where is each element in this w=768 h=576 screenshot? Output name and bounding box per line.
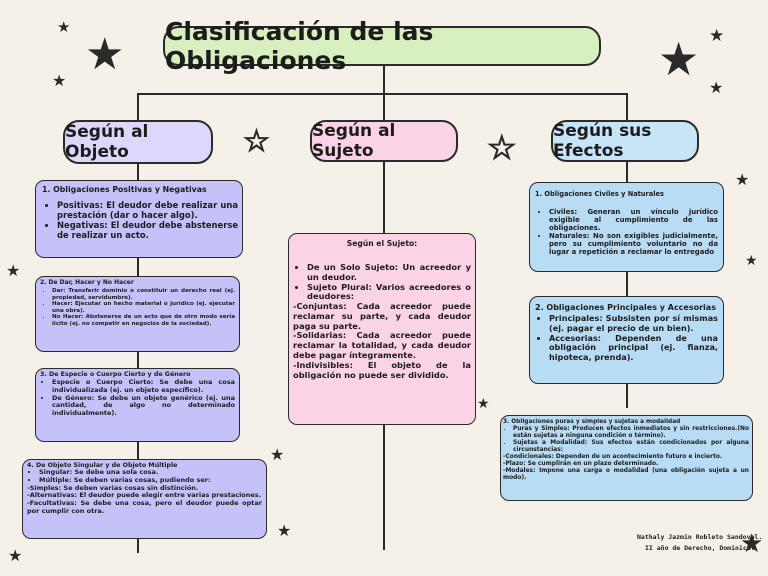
text-line: -Indivisibles: El objeto de la obligación no puede ser dividido. bbox=[293, 359, 471, 380]
objeto-box-especie-genero bbox=[35, 368, 240, 442]
efectos-box-civiles-naturales bbox=[529, 182, 724, 272]
list-item: • Dar: Transferir dominio o constituir un derecho real (ej. propiedad, servidumbre). bbox=[52, 288, 235, 301]
list-item: • De un Solo Sujeto: Un acreedor y un deudor. bbox=[307, 263, 471, 283]
list-item: • Naturales: No son exigibles judicialmente, pero su cumplimiento voluntario no da lugar a repetición a reclamar lo entregado bbox=[549, 232, 718, 256]
star-icon: ★ bbox=[6, 261, 21, 280]
star-icon: ★ bbox=[8, 546, 23, 565]
box-title: 1. Obligaciones Positivas y Negativas bbox=[42, 185, 207, 194]
list-item: • Sujetas a Modalidad: Sus efectos están condicionados por alguna circunstancias: bbox=[513, 440, 749, 454]
efectos-box-puras-modalidad bbox=[500, 415, 753, 501]
list-item: • Civiles: Generan un vínculo jurídico exigible al cumplimiento de las obligaciones. bbox=[549, 208, 718, 232]
connector-efectos-drop bbox=[626, 93, 628, 121]
objeto-box-dar-hacer bbox=[35, 276, 240, 352]
star-icon: ★ bbox=[270, 445, 285, 464]
list-item: • Especie o Cuerpo Cierto: Se debe una cosa individualizada (ej. un objeto específico). bbox=[52, 379, 235, 394]
text-line: -Plazo: Se cumplirán en un plazo determinado. bbox=[503, 460, 659, 467]
list-item: • Puras y Simples: Producen efectos inmediatos y sin restricciones.(No están sujetas a ninguna condición o término). bbox=[513, 426, 749, 440]
star-outline-icon: ☆ bbox=[243, 124, 270, 159]
text-line: -Solidarias: Cada acreedor puede reclamar la totalidad, y cada deudor debe pagar íntegramente. bbox=[293, 330, 471, 360]
connector-horizontal bbox=[137, 93, 627, 95]
list-item: • De Género: Se debe un objeto genérico (ej. una cantidad, de algo no determinado individualmente). bbox=[52, 395, 235, 418]
box-title: 2. Obligaciones Principales y Accesorias bbox=[535, 303, 716, 312]
text-line: -Simples: Se deben varias cosas sin distinción. bbox=[27, 483, 199, 492]
text-line: -Modales: Impone una carga o modalidad (una obligación sujeta a un modo). bbox=[503, 467, 749, 481]
list-item: • Singular: Se debe una sola cosa. bbox=[39, 469, 262, 477]
text-line: -Conjuntas: Cada acreedor puede reclamar su parte, y cada deudor paga su parte. bbox=[293, 301, 471, 331]
objeto-box-positivas-negativas bbox=[35, 180, 243, 258]
heading-sujeto: Según al Sujeto bbox=[310, 120, 458, 162]
box-title: 4. De Objeto Singular y de Objeto Múltiple bbox=[27, 462, 178, 469]
connector-objeto-drop bbox=[137, 93, 139, 121]
course-credit: II año de Derecho, Dominical. bbox=[645, 544, 759, 552]
text-line: -Facultativas: Se debe una cosa, pero el deudor puede optar por cumplir con otra. bbox=[27, 499, 262, 515]
text-line: -Condicionales: Dependen de un acontecimiento futuro e incierto. bbox=[503, 453, 723, 460]
list-item: • No Hacer: Abstenerse de un acto que de otro modo sería lícito (ej. no competir en negocios de la sociedad). bbox=[52, 314, 235, 327]
box-title: 1. Obligaciones Civiles y Naturales bbox=[535, 190, 664, 198]
author-credit: Nathaly Jazmin Robleto Sandoval. bbox=[637, 533, 763, 541]
list-item: • Múltiple: Se deben varias cosas, pudiendo ser: bbox=[39, 477, 262, 485]
diagram-title: Clasificación de las Obligaciones bbox=[163, 26, 601, 66]
list-item: • Principales: Subsisten por sí mismas (ej. pagar el precio de un bien). bbox=[549, 314, 718, 333]
sujeto-box bbox=[288, 233, 476, 425]
star-icon: ★ bbox=[57, 18, 71, 36]
box-title: Según el Sujeto: bbox=[346, 239, 418, 248]
star-outline-icon: ☆ bbox=[487, 128, 517, 167]
objeto-box-singular-multiple bbox=[22, 459, 267, 539]
heading-efectos: Según sus Efectos bbox=[551, 120, 699, 162]
efectos-box-principales-accesorias bbox=[529, 296, 724, 384]
box-title: 3. De Especie o Cuerpo Cierto y de Género bbox=[40, 371, 191, 378]
star-icon: ★ bbox=[735, 170, 750, 189]
list-item: • Positivas: El deudor debe realizar una prestación (dar o hacer algo). bbox=[57, 201, 238, 221]
list-item: • Hacer: Ejecutar un hecho material o jurídico (ej. ejecutar una obra). bbox=[52, 301, 235, 314]
list-item: • Sujeto Plural: Varios acreedores o deudores: bbox=[307, 283, 471, 303]
heading-objeto: Según al Objeto bbox=[63, 120, 213, 164]
star-icon: ★ bbox=[709, 78, 724, 97]
text-line: -Alternativas: El deudor puede elegir entre varias prestaciones. bbox=[27, 491, 262, 500]
list-item: • Negativas: El deudor debe abstenerse de realizar un acto. bbox=[57, 221, 238, 241]
star-icon: ★ bbox=[477, 396, 490, 412]
star-icon: ★ bbox=[740, 529, 764, 559]
star-icon: ★ bbox=[85, 29, 125, 80]
box-title: 3. Obligaciones puras y simples y sujetas a modalidad bbox=[503, 419, 681, 425]
box-title: 2. De Dar, Hacer y No Hacer bbox=[40, 279, 134, 286]
star-icon: ★ bbox=[658, 32, 700, 86]
star-icon: ★ bbox=[277, 521, 292, 540]
list-item: • Accesorias: Dependen de una obligación principal (ej. fianza, hipoteca, prenda). bbox=[549, 334, 718, 363]
star-icon: ★ bbox=[709, 26, 725, 46]
star-icon: ★ bbox=[52, 71, 67, 90]
connector-sujeto-drop bbox=[383, 93, 385, 121]
star-icon: ★ bbox=[745, 253, 758, 269]
